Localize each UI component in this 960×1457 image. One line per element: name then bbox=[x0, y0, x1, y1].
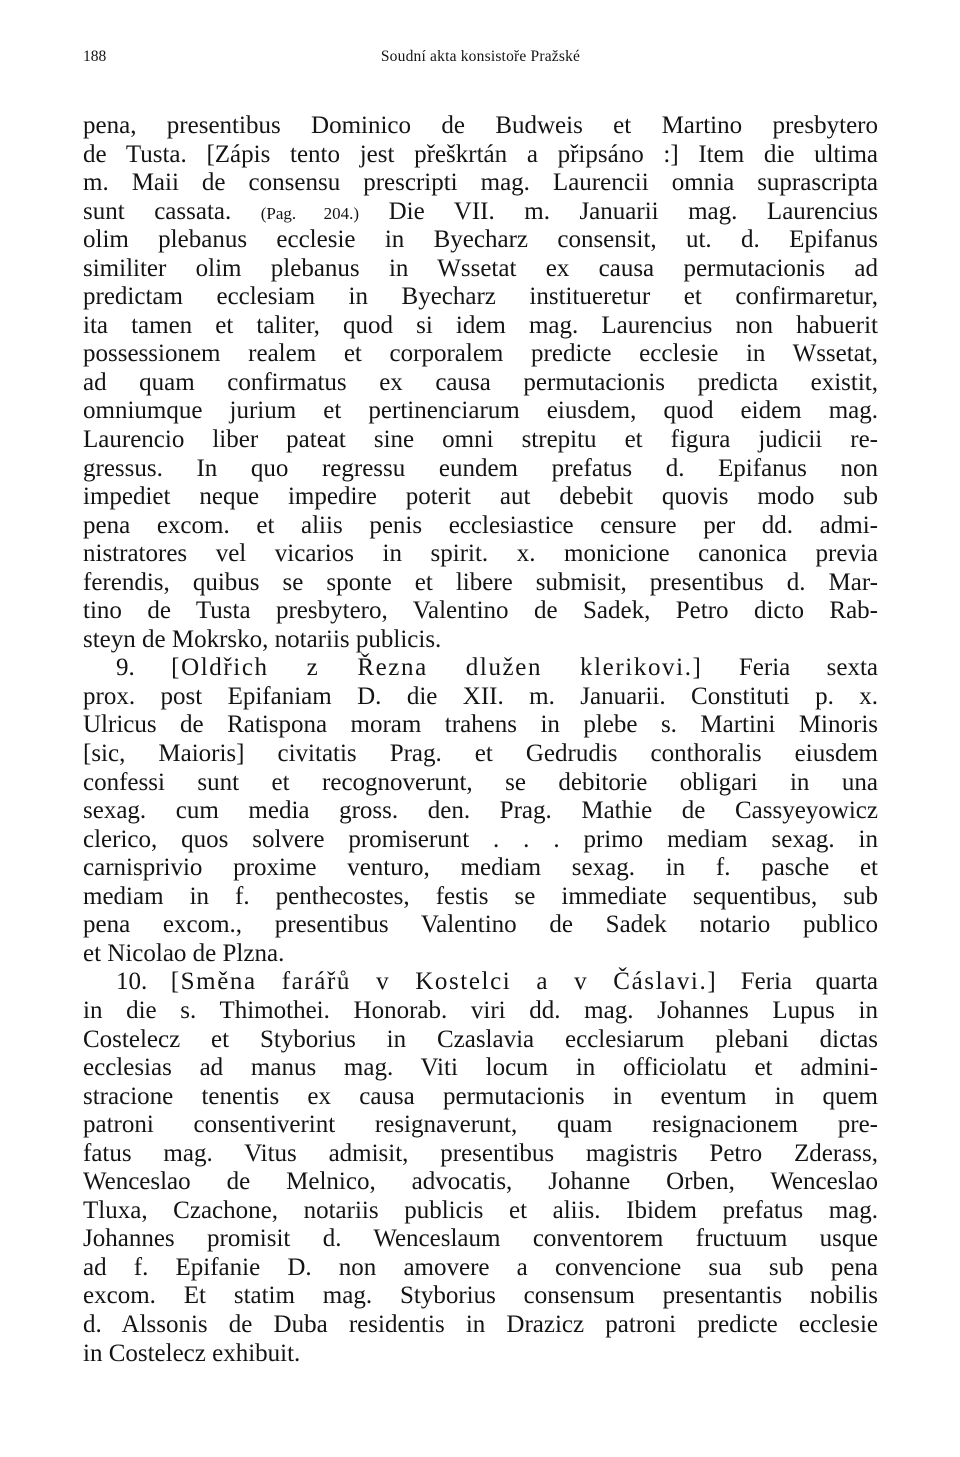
text-line: sexag. cum media gross. den. Prag. Mathie de Cassyeyowicz bbox=[83, 797, 878, 825]
text-fragment: Die VII. m. Januarii mag. Laurencius bbox=[359, 197, 878, 225]
entry-number: 9. bbox=[116, 654, 172, 682]
text-line: ad quam confirmatus ex causa permutacionis predicta existit, bbox=[83, 368, 878, 396]
text-line: ita tamen et taliter, quod si idem mag. Laurencius non habuerit bbox=[83, 311, 878, 339]
text-line: Johannes promisit d. Wenceslaum conventorem fructuum usque bbox=[83, 1225, 878, 1253]
text-line: Laurencio liber pateat sine omni strepitu et figura judicii re- bbox=[83, 426, 878, 454]
text-line: d. Alssonis de Duba residentis in Drazicz patroni predicte ecclesie bbox=[83, 1310, 878, 1338]
text-line: Ulricus de Ratispona moram trahens in plebe s. Martini Minoris bbox=[83, 711, 878, 739]
text-line: ad f. Epifanie D. non amovere a convencione sua sub pena bbox=[83, 1253, 878, 1281]
body-text bbox=[83, 112, 878, 1368]
text-line: m. Maii de consensu prescripti mag. Laurencii omnia suprascripta bbox=[83, 169, 878, 197]
entry-number: 10. bbox=[116, 968, 171, 996]
text-line: stracione tenentis ex causa permutacionis in eventum in quem bbox=[83, 1082, 878, 1110]
text-line: ecclesias ad manus mag. Viti locum in officiolatu et admini- bbox=[83, 1054, 878, 1082]
text-fragment: Feria sexta bbox=[702, 654, 879, 682]
section-heading-line bbox=[83, 654, 878, 683]
text-line: similiter olim plebanus in Wssetat ex causa permutacionis ad bbox=[83, 254, 878, 282]
text-line: possessionem realem et corporalem predicte ecclesie in Wssetat, bbox=[83, 340, 878, 368]
entry-heading: [Směna farářů v Kostelci a v Čáslavi.] bbox=[170, 968, 718, 996]
text-line: mediam in f. penthecostes, festis se immediate sequentibus, sub bbox=[83, 882, 878, 910]
text-line: fatus mag. Vitus admisit, presentibus magistris Petro Zderass, bbox=[83, 1139, 878, 1167]
text-line: Costelecz et Styborius in Czaslavia ecclesiarum plebani dictas bbox=[83, 1025, 878, 1053]
text-line: pena, presentibus Dominico de Budweis et Martino presbytero bbox=[83, 112, 878, 139]
text-line: predictam ecclesiam in Byecharz institueretur et confirmaretur, bbox=[83, 283, 878, 311]
text-line: patroni consentiverint resignaverunt, quam resignacionem pre- bbox=[83, 1111, 878, 1139]
text-fragment: Feria quarta bbox=[717, 968, 879, 996]
text-line: prox. post Epifaniam D. die XII. m. Januarii. Constituti p. x. bbox=[83, 682, 878, 710]
text-line: et Nicolao de Plzna. bbox=[83, 939, 285, 967]
text-line: nistratores vel vicarios in spirit. x. monicione canonica previa bbox=[83, 540, 878, 568]
text-line: carnisprivio proxime venturo, mediam sexag. in f. pasche et bbox=[83, 854, 878, 882]
text-line bbox=[83, 198, 878, 227]
text-line: [sic, Maioris] civitatis Prag. et Gedrudis conthoralis eiusdem bbox=[83, 740, 878, 768]
text-line: pena excom. et aliis penis ecclesiastice censure per dd. admi- bbox=[83, 511, 878, 539]
running-title: Soudní akta konsistoře Pražské bbox=[380, 48, 581, 65]
text-line: in die s. Thimothei. Honorab. viri dd. mag. Johannes Lupus in bbox=[83, 996, 878, 1024]
text-fragment: sunt cassata. bbox=[83, 197, 261, 225]
text-line: olim plebanus ecclesie in Byecharz consensit, ut. d. Epifanus bbox=[83, 226, 878, 254]
text-line: de Tusta. [Zápis tento jest přeškrtán a připsáno :] Item die ultima bbox=[83, 140, 878, 168]
text-line: confessi sunt et recognoverunt, se debitorie obligari in una bbox=[83, 768, 878, 796]
section-heading-line bbox=[83, 968, 878, 997]
text-line: tino de Tusta presbytero, Valentino de Sadek, Petro dicto Rab- bbox=[83, 597, 878, 625]
entry-heading: [Oldřich z Řezna dlužen klerikovi.] bbox=[171, 654, 703, 682]
page-header bbox=[83, 48, 878, 72]
text-line: steyn de Mokrsko, notariis publicis. bbox=[83, 625, 442, 653]
text-line: clerico, quos solvere promiserunt . . . primo mediam sexag. in bbox=[83, 825, 878, 853]
text-line: excom. Et statim mag. Styborius consensum presentantis nobilis bbox=[83, 1282, 878, 1310]
page-reference: (Pag. 204.) bbox=[260, 203, 360, 223]
text-line: Tluxa, Czachone, notariis publicis et aliis. Ibidem prefatus mag. bbox=[83, 1196, 878, 1224]
text-line: in Costelecz exhibuit. bbox=[83, 1339, 301, 1367]
text-line: ferendis, quibus se sponte et libere submisit, presentibus d. Mar- bbox=[83, 568, 878, 596]
text-line: omniumque jurium et pertinenciarum eiusdem, quod eidem mag. bbox=[83, 397, 878, 425]
page-number: 188 bbox=[83, 48, 107, 65]
text-line: pena excom., presentibus Valentino de Sadek notario publico bbox=[83, 911, 878, 939]
text-line: gressus. In quo regressu eundem prefatus d. Epifanus non bbox=[83, 454, 878, 482]
text-line: impediet neque impedire poterit aut debebit quovis modo sub bbox=[83, 483, 878, 511]
text-line: Wenceslao de Melnico, advocatis, Johanne Orben, Wenceslao bbox=[83, 1168, 878, 1196]
